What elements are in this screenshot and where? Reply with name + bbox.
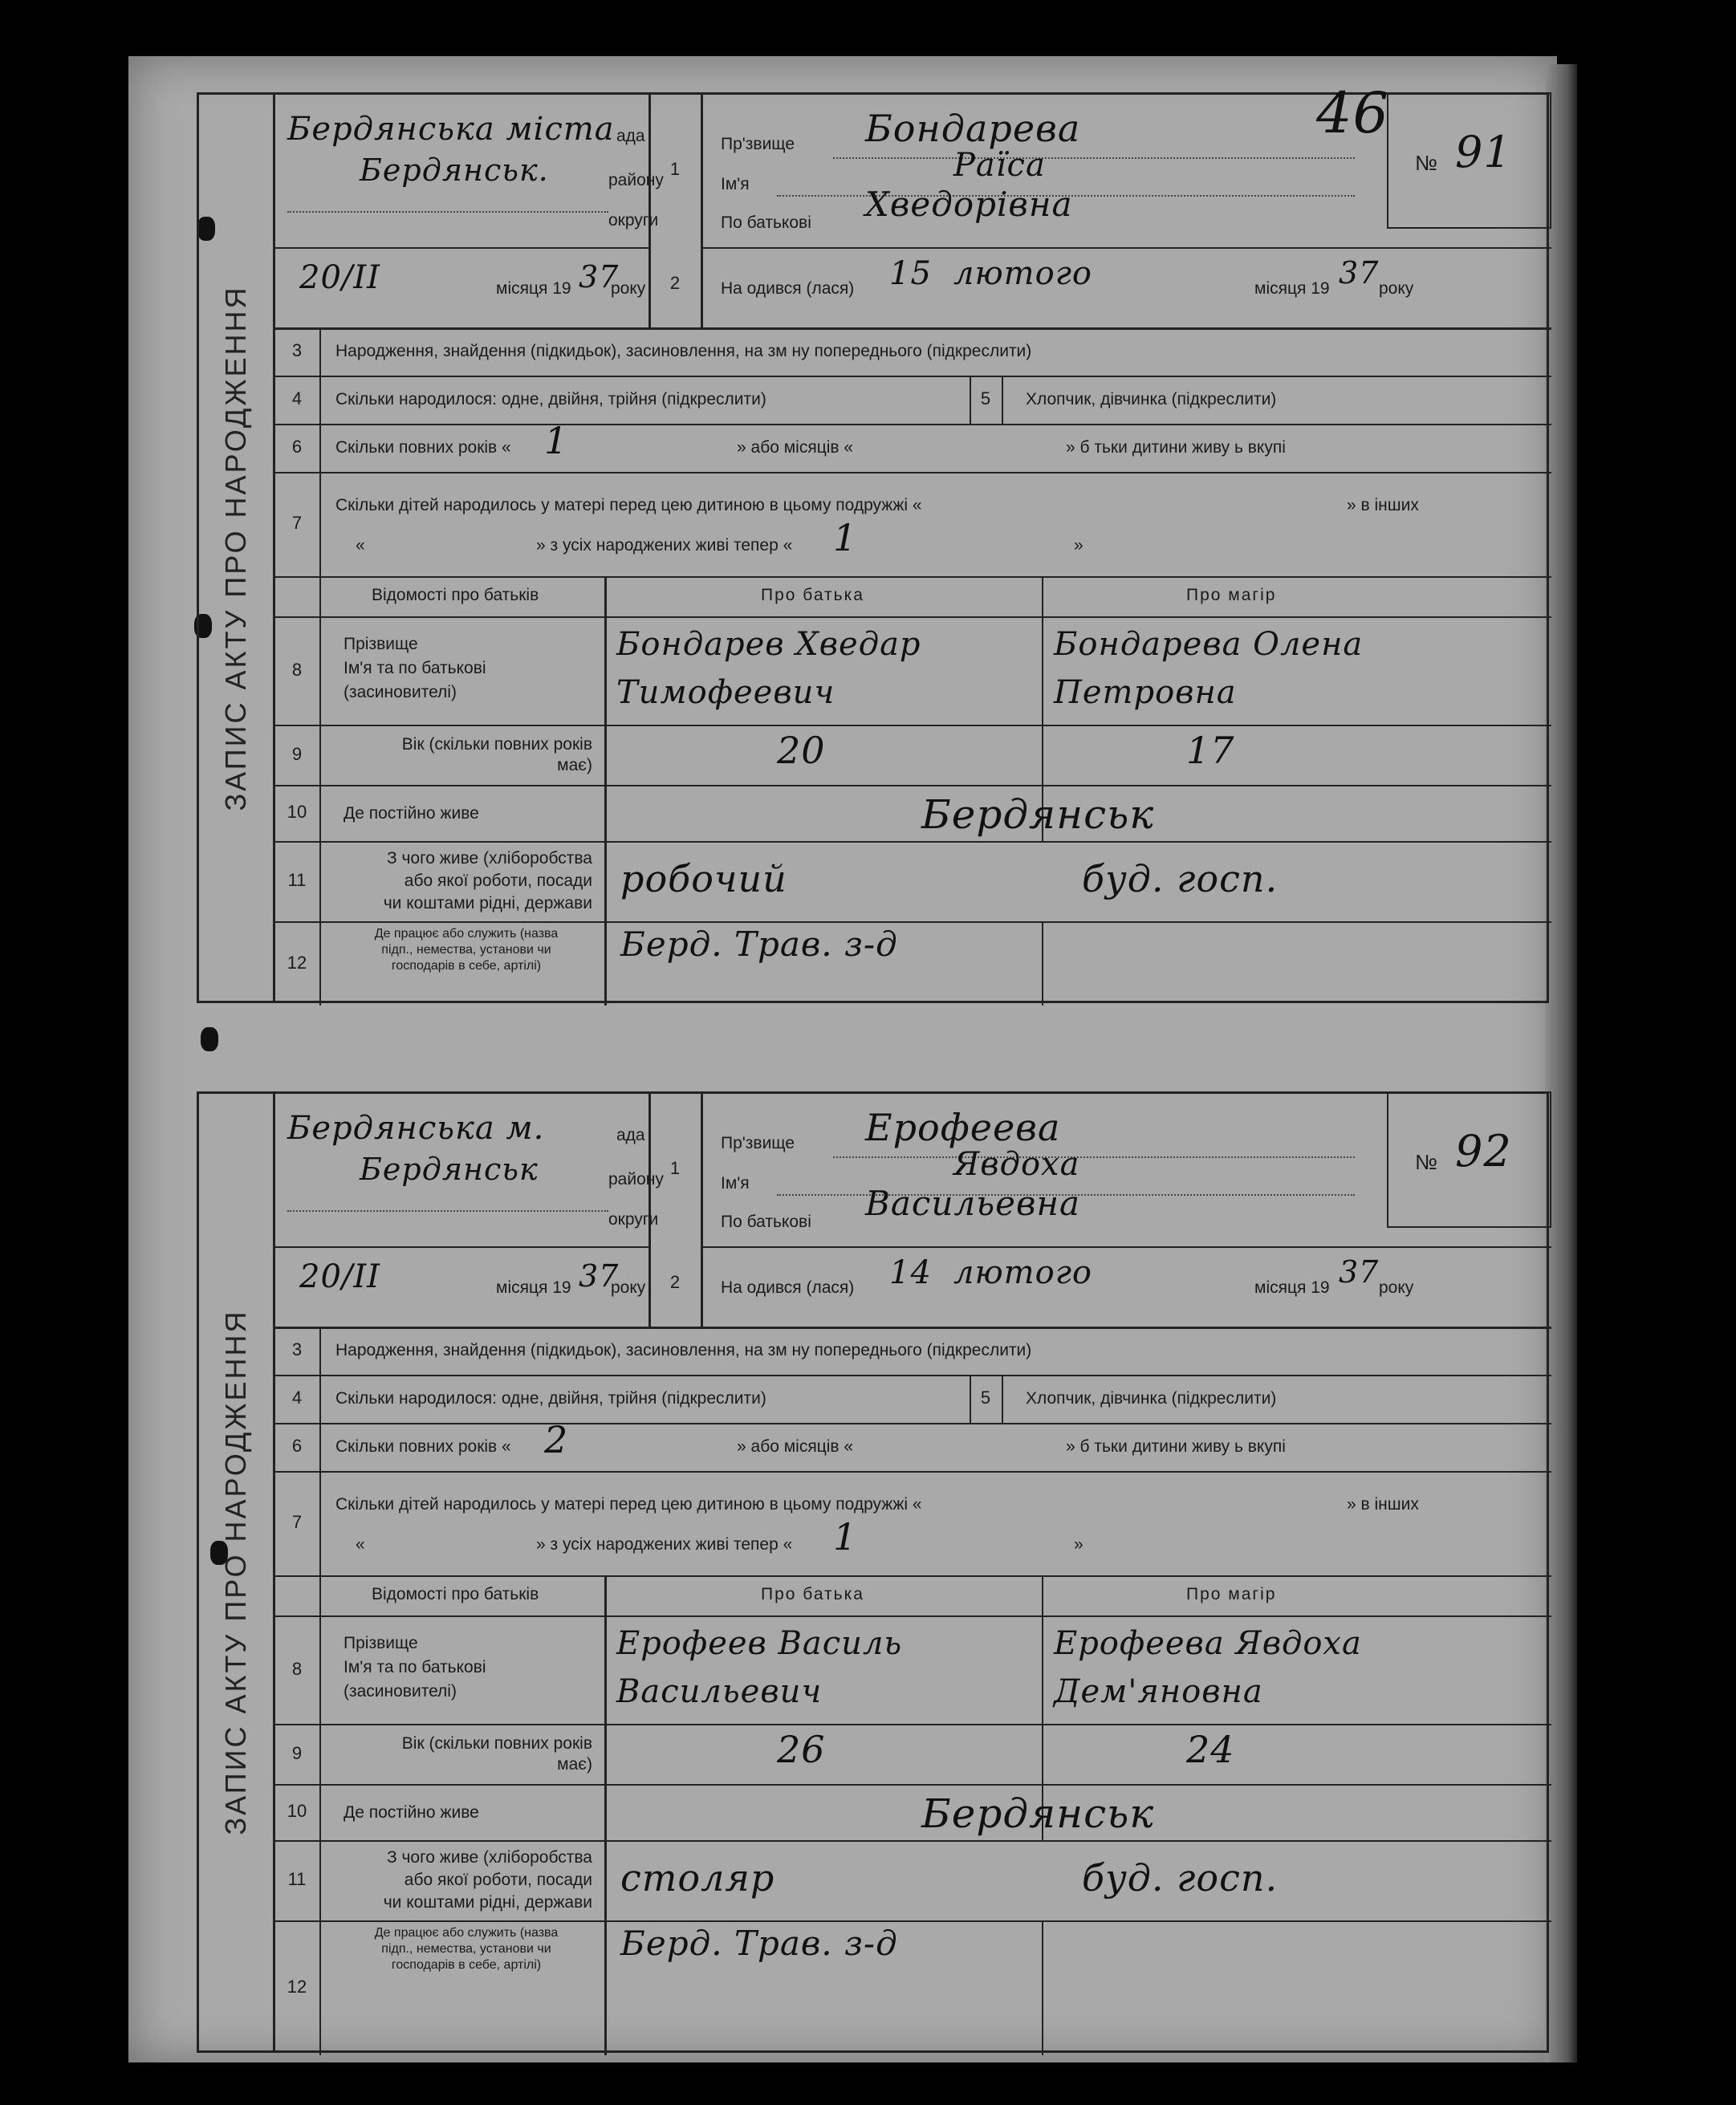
side-title-text: ЗАПИС АКТУ ПРО НАРОДЖЕННЯ xyxy=(219,284,252,811)
first-name-label: Ім'я xyxy=(721,175,750,193)
place-city: Бердянська міста xyxy=(287,111,615,148)
row-divider xyxy=(275,616,1551,618)
row7-other: » в інших xyxy=(1347,496,1419,514)
row10-label: Де постійно живе xyxy=(344,804,479,823)
row-divider xyxy=(275,472,1551,473)
row4-text: Скільки народилося: одне, двійня, трійня (підкреслити) xyxy=(335,1389,766,1408)
divider xyxy=(701,1094,703,1327)
district-label: району xyxy=(608,171,664,189)
city-label: ада xyxy=(616,127,645,145)
patronymic-label: По батькові xyxy=(721,213,811,232)
surname-line xyxy=(833,1156,1355,1158)
number-column xyxy=(319,1327,321,2055)
child-surname: Бондарева xyxy=(865,107,1081,150)
row3-text: Народження, знайдення (підкидьок), засиновлення, на зм ну попереднього (підкреслити) xyxy=(335,1341,1032,1359)
row6-years-label: Скільки повних років « xyxy=(335,438,511,457)
row-divider xyxy=(275,1920,1551,1922)
row11-label: З чого живе (хліборобства або якої роботи, посади чи коштами рідні, держави xyxy=(383,1848,592,1912)
place-city: Бердянська м. xyxy=(287,1110,545,1147)
row7-other: » в інших xyxy=(1347,1495,1419,1514)
row-divider xyxy=(275,785,1551,786)
row12-label: Де працює або служить (назва підп., немества, установи чи господарів в себе, артілі) xyxy=(374,927,559,973)
born-month-label: місяця 19 xyxy=(1254,1278,1330,1297)
side-title xyxy=(199,1094,275,2050)
year-label: року xyxy=(1379,1278,1414,1297)
father-name: Бондарев Хведар Тимофеевич xyxy=(616,626,921,711)
okrug-line xyxy=(287,1210,608,1212)
side-title xyxy=(199,95,275,1001)
row9-label: Вік (скільки повних років має) xyxy=(401,1734,592,1774)
registration-year: 37 xyxy=(579,1258,620,1294)
children-alive: 1 xyxy=(833,516,858,559)
patronymic-label: По батькові xyxy=(721,1213,811,1231)
punch-hole xyxy=(201,1027,218,1051)
mother-name: Ерофеева Явдоха Дем'яновна xyxy=(1054,1625,1362,1710)
side-title-text: ЗАПИС АКТУ ПРО НАРОДЖЕННЯ xyxy=(219,1309,252,1835)
age-years: 2 xyxy=(544,1418,569,1461)
mother-header: Про магір xyxy=(1186,586,1277,604)
place-district: Бердянськ. xyxy=(360,152,549,188)
row4-text: Скільки народилося: одне, двійня, трійня (підкреслити) xyxy=(335,390,766,408)
father-age: 26 xyxy=(777,1728,826,1771)
birth-record-2: ЗАПИС АКТУ ПРО НАРОДЖЕННЯ Бердянська м. ада Бердянськ району округи 20/II місяця 19 37 року 1 2 Пр'звище Ерофеева Ім'я Явдоха По батькові Васильевна № 92 На одився (лася) 14 лютого місяця 19 37 року 3 Народження, знайдення (підкидьок), засиновлення, на зм ну попереднього (підкреслити) 4 Скільки народилося: одне, двійня, трійня (підкреслити) 5 Хлопчик, дівчинка (підкреслити) 6 Скільки повних років « 2 » або місяців « » б тьки дитини живу ь вкупі 7 Скільки дітей народилось у матері перед цею дитиною в цьому подружжі « » в інших « » з усіх народжених живі тепер « 1 » Відомості про батьків Про батька Про магір 8 Прізвище Ім'я та по батькові (засиновителі) Ерофеев Василь Васильевич Ерофеева Явдоха Дем'яновна 9 Вік (скільки повних років має) 26 24 10 Де постійно живе Бердянськ 11 З чого живе (хліборобства або якої роботи, посади чи коштами рідні, держави столяр буд. госп. 12 Де працює або служить (назва підп., немества, установи чи господарів в себе, артілі) Берд. Трав. з-д xyxy=(197,1091,1549,2053)
month-year-label: місяця 19 xyxy=(496,279,571,298)
row-divider xyxy=(275,1471,1551,1473)
district-label: району xyxy=(608,1170,664,1189)
row6-years-label: Скільки повних років « xyxy=(335,1437,511,1456)
divider xyxy=(604,1575,607,2055)
mother-age: 17 xyxy=(1186,729,1235,772)
first-name-label: Ім'я xyxy=(721,1174,750,1193)
child-first-name: Раїса xyxy=(953,147,1046,184)
record-number: 91 xyxy=(1455,127,1512,177)
row-divider xyxy=(275,576,1551,578)
row-divider xyxy=(275,376,1551,377)
birth-day: 15 xyxy=(889,255,932,292)
surname-label: Пр'звище xyxy=(721,135,795,153)
row-divider xyxy=(275,1784,1551,1786)
year-label: року xyxy=(611,1278,646,1297)
row7-open: « xyxy=(356,1535,365,1554)
birth-year: 37 xyxy=(1339,1254,1380,1290)
row12-label: Де працює або служить (назва підп., немества, установи чи господарів в себе, артілі) xyxy=(374,1926,559,1972)
birth-month: лютого xyxy=(953,1254,1092,1291)
row11-label: З чого живе (хліборобства або якої роботи, посади чи коштами рідні, держави xyxy=(383,849,592,912)
number-label: № xyxy=(1415,1150,1437,1174)
born-label: На одився (лася) xyxy=(721,279,855,298)
row-divider xyxy=(275,841,1551,843)
row7-text: Скільки дітей народилось у матері перед цею дитиною в цьому подружжі « xyxy=(335,496,922,514)
divider xyxy=(701,95,703,327)
row7-close: » xyxy=(1074,536,1083,555)
okrug-label: округи xyxy=(608,211,659,230)
mother-age: 24 xyxy=(1186,1728,1235,1771)
father-header: Про батька xyxy=(761,586,864,604)
row-divider xyxy=(275,725,1551,726)
mother-occupation: буд. госп. xyxy=(1082,1856,1279,1900)
row7-text: Скільки дітей народилось у матері перед цею дитиною в цьому подружжі « xyxy=(335,1495,922,1514)
residence: Бердянськ xyxy=(921,791,1155,838)
row10-label: Де постійно живе xyxy=(344,1803,479,1822)
row8-label: Прізвище Ім'я та по батькові (засиновителі) xyxy=(344,1634,486,1701)
record-number: 92 xyxy=(1455,1126,1512,1176)
row5-text: Хлопчик, дівчинка (підкреслити) xyxy=(1026,390,1277,408)
divider xyxy=(703,247,1551,249)
father-occupation: столяр xyxy=(620,1856,775,1900)
row-divider xyxy=(275,921,1551,923)
child-first-name: Явдоха xyxy=(953,1146,1080,1183)
birth-day: 14 xyxy=(889,1254,932,1291)
row3-text: Народження, знайдення (підкидьок), засиновлення, на зм ну попереднього (підкреслити) xyxy=(335,342,1032,360)
divider xyxy=(275,247,648,249)
row5-text: Хлопчик, дівчинка (підкреслити) xyxy=(1026,1389,1277,1408)
row6-living-label: » б тьки дитини живу ь вкупі xyxy=(1066,1437,1286,1456)
row7-open: « xyxy=(356,536,365,555)
mother-name: Бондарева Олена Петровна xyxy=(1054,626,1364,711)
birth-record-1: ЗАПИС АКТУ ПРО НАРОДЖЕННЯ Бердянська міста ада Бердянськ. району округи 20/II місяця 19 37 року 1 2 Пр'звище Бондарева Ім'я Раїса По батькові Хведорівна № 91 На одився (лася) 15 лютого місяця 19 37 року 3 Народження, знайдення (підкидьок), засиновлення, на зм ну попереднього (підкреслити) 4 Скільки народилося: одне, двійня, трійня (підкреслити) 5 Хлопчик, дівчинка (підкреслити) 6 Скільки повних років « 1 » або місяців « » б тьки дитини живу ь вкупі 7 Скільки дітей народилось у матері перед цею дитиною в цьому подружжі « » в інших « » з усіх народжених живі тепер « 1 » Відомості про батьків Про батька Про магір 8 Прізвище Ім'я та по батькові (засиновителі) Бондарев Хведар Тимофеевич Бондарева Олена Петровна 9 Вік (скільки повних років має) 20 17 10 Де постійно живе Бердянськ 11 З чого живе (хліборобства або якої роботи, посади чи коштами рідні, держави робочий буд. госп. 12 Де працює або служить (назва підп., немества, установи чи господарів в себе, артілі) Берд. Трав. з-д xyxy=(197,92,1549,1003)
workplace: Берд. Трав. з-д xyxy=(620,924,898,964)
born-label: На одився (лася) xyxy=(721,1278,855,1297)
divider xyxy=(1042,1920,1043,2055)
okrug-line xyxy=(287,211,608,213)
city-label: ада xyxy=(616,1126,645,1144)
number-label: № xyxy=(1415,151,1437,175)
row9-label: Вік (скільки повних років має) xyxy=(401,735,592,774)
row8-label: Прізвище Ім'я та по батькові (засиновителі) xyxy=(344,635,486,701)
child-patronymic: Хведорівна xyxy=(865,185,1073,224)
divider xyxy=(703,1246,1551,1248)
row6-months-label: » або місяців « xyxy=(737,438,854,457)
row6-months-label: » або місяців « xyxy=(737,1437,854,1456)
residence: Бердянськ xyxy=(921,1790,1155,1837)
row7-alive-label: » з усіх народжених живі тепер « xyxy=(536,536,793,555)
parents-header: Відомості про батьків xyxy=(372,1585,539,1603)
okrug-label: округи xyxy=(608,1210,659,1229)
father-header: Про батька xyxy=(761,1585,864,1603)
divider xyxy=(275,327,1551,330)
row-divider xyxy=(275,1375,1551,1376)
surname-line xyxy=(833,157,1355,159)
registration-date: 20/II xyxy=(299,259,380,296)
mother-header: Про магір xyxy=(1186,1585,1277,1603)
workplace: Берд. Трав. з-д xyxy=(620,1924,898,1963)
child-patronymic: Васильевна xyxy=(865,1184,1081,1223)
parents-header: Відомості про батьків xyxy=(372,586,539,604)
divider xyxy=(275,1327,1551,1329)
father-age: 20 xyxy=(777,729,826,772)
year-label: року xyxy=(1379,279,1414,298)
place-district: Бердянськ xyxy=(360,1152,539,1187)
mother-occupation: буд. госп. xyxy=(1082,857,1279,900)
row7-alive-label: » з усіх народжених живі тепер « xyxy=(536,1535,793,1554)
child-surname: Ерофеева xyxy=(865,1106,1061,1149)
divider xyxy=(604,576,607,1006)
divider xyxy=(1002,1375,1003,1423)
year-label: року xyxy=(611,279,646,298)
father-name: Ерофеев Василь Васильевич xyxy=(616,1625,903,1710)
born-month-label: місяця 19 xyxy=(1254,279,1330,298)
divider xyxy=(1002,376,1003,424)
birth-month: лютого xyxy=(953,255,1092,292)
row-divider xyxy=(275,424,1551,425)
page-stamp: 46 xyxy=(1316,80,1390,146)
month-year-label: місяця 19 xyxy=(496,1278,571,1297)
row-divider xyxy=(275,1724,1551,1725)
row-divider xyxy=(275,1423,1551,1424)
birth-year: 37 xyxy=(1339,255,1380,291)
father-occupation: робочий xyxy=(620,857,787,900)
row7-close: » xyxy=(1074,1535,1083,1554)
registration-year: 37 xyxy=(579,259,620,295)
row-divider xyxy=(275,1615,1551,1617)
number-column xyxy=(319,327,321,1006)
divider xyxy=(1042,921,1043,1006)
row-divider xyxy=(275,1575,1551,1577)
row6-living-label: » б тьки дитини живу ь вкупі xyxy=(1066,438,1286,457)
registration-date: 20/II xyxy=(299,1258,380,1295)
row-divider xyxy=(275,1840,1551,1842)
page-edge xyxy=(1545,64,1577,2062)
surname-label: Пр'звище xyxy=(721,1134,795,1152)
children-alive: 1 xyxy=(833,1515,858,1558)
divider xyxy=(275,1246,648,1248)
age-years: 1 xyxy=(544,419,569,462)
